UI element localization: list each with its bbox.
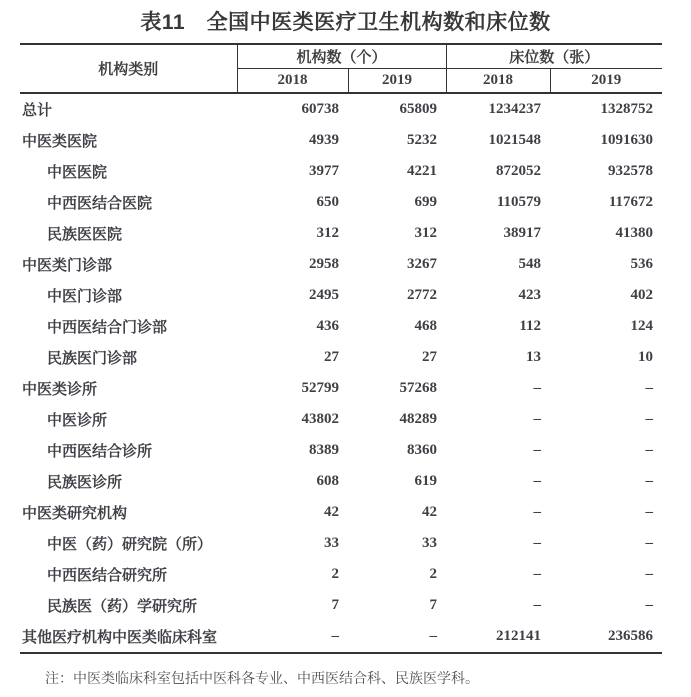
table-row xyxy=(20,590,662,621)
cell-value: 3977 xyxy=(309,163,339,179)
cell-value: 2772 xyxy=(407,287,438,303)
column-header-beds-2019: 2019 xyxy=(550,69,662,94)
cell-value: – xyxy=(533,597,542,613)
cell-value: 7 xyxy=(429,597,438,613)
cell-value: 932578 xyxy=(608,163,654,179)
column-group-institutions: 机构数（个） xyxy=(237,44,446,69)
row-label: 中医类门诊部 xyxy=(22,258,113,274)
row-label: 中西医结合门诊部 xyxy=(47,320,168,336)
cell-value: 468 xyxy=(414,318,438,334)
cell-value: – xyxy=(645,473,654,489)
table-row xyxy=(20,528,662,559)
cell-value: 33 xyxy=(422,535,438,551)
cell-value: 41380 xyxy=(615,225,654,241)
cell-value: 2 xyxy=(429,566,438,582)
row-label: 总计 xyxy=(22,103,53,119)
row-label: 中医门诊部 xyxy=(47,289,123,305)
row-label: 中医类医院 xyxy=(22,134,98,150)
cell-value: – xyxy=(533,504,542,520)
footnote: 注：中医类临床科室包括中医科各专业、中西医结合科、民族医学科。 xyxy=(45,672,479,687)
table-row xyxy=(20,311,662,342)
cell-value: 4939 xyxy=(309,132,339,148)
cell-value: – xyxy=(645,504,654,520)
cell-value: – xyxy=(645,442,654,458)
cell-value: 27 xyxy=(324,349,339,365)
table-row xyxy=(20,497,662,528)
row-label: 其他医疗机构中医类临床科室 xyxy=(20,621,237,653)
cell-value: 33 xyxy=(324,535,339,551)
cell-value: 27 xyxy=(422,349,438,365)
cell-value: – xyxy=(533,380,542,396)
column-header-institutions-2018: 2018 xyxy=(237,69,348,94)
cell-value: 43802 xyxy=(301,411,339,427)
cell-value: – xyxy=(645,566,654,582)
table-row xyxy=(20,621,662,653)
row-label: 中西医结合医院 xyxy=(47,196,153,212)
cell-value: 112 xyxy=(519,318,542,334)
column-header-beds-2018: 2018 xyxy=(446,69,550,94)
cell-value: – xyxy=(533,442,542,458)
cell-value: 650 xyxy=(316,194,339,210)
cell-value: 57268 xyxy=(399,380,438,396)
cell-value: 48289 xyxy=(399,411,438,427)
row-label: 中医医院 xyxy=(47,165,108,181)
table-row xyxy=(20,373,662,404)
cell-value: 38917 xyxy=(503,225,542,241)
table-row xyxy=(20,280,662,311)
cell-value: 1091630 xyxy=(600,132,654,148)
cell-value: – xyxy=(533,473,542,489)
cell-value: 42 xyxy=(422,504,438,520)
cell-value: 619 xyxy=(414,473,438,489)
cell-value: 548 xyxy=(518,256,542,272)
cell-value: 60738 xyxy=(301,101,339,117)
cell-value: 436 xyxy=(316,318,339,334)
cell-value: 1234237 xyxy=(488,101,542,117)
table-body xyxy=(20,93,662,653)
cell-value: – xyxy=(645,535,654,551)
table-row xyxy=(20,342,662,373)
table-row xyxy=(20,466,662,497)
cell-value: 65809 xyxy=(399,101,438,117)
table-row xyxy=(20,559,662,590)
row-label: 民族医诊所 xyxy=(47,475,123,491)
cell-value: 1328752 xyxy=(600,101,654,117)
cell-value: 2 xyxy=(331,566,339,582)
cell-value: – xyxy=(533,535,542,551)
row-label: 中医（药）研究院（所） xyxy=(47,537,213,553)
cell-value: – xyxy=(645,411,654,427)
table-row xyxy=(20,404,662,435)
cell-value: 8389 xyxy=(309,442,339,458)
cell-value: 1021548 xyxy=(488,132,542,148)
cell-value: 2958 xyxy=(309,256,339,272)
statistics-table xyxy=(20,43,662,654)
cell-value: 8360 xyxy=(407,442,438,458)
cell-value: 5232 xyxy=(407,132,438,148)
table-row xyxy=(20,249,662,280)
row-label: 民族医门诊部 xyxy=(47,351,138,367)
cell-value: – xyxy=(533,411,542,427)
page-title: 表11 全国中医类医疗卫生机构数和床位数 xyxy=(140,11,551,34)
table-header xyxy=(20,44,662,93)
column-header-institutions-2019: 2019 xyxy=(348,69,446,94)
cell-value: 52799 xyxy=(301,380,339,396)
cell-value: 608 xyxy=(316,473,339,489)
cell-value: 124 xyxy=(630,318,654,334)
table-row xyxy=(20,435,662,466)
cell-value: – xyxy=(348,621,446,653)
cell-value: 312 xyxy=(316,225,339,241)
cell-value: 872052 xyxy=(496,163,542,179)
cell-value: – xyxy=(533,566,542,582)
row-label: 民族医（药）学研究所 xyxy=(47,599,198,615)
cell-value: 10 xyxy=(638,349,654,365)
cell-value: 117672 xyxy=(608,194,654,210)
cell-value: 7 xyxy=(331,597,339,613)
row-label: 中医诊所 xyxy=(47,413,108,429)
table-row xyxy=(20,93,662,125)
column-header-category: 机构类别 xyxy=(20,44,237,93)
cell-value: 42 xyxy=(324,504,339,520)
cell-value: – xyxy=(645,597,654,613)
table-row xyxy=(20,187,662,218)
cell-value: 2495 xyxy=(309,287,339,303)
cell-value: 423 xyxy=(518,287,542,303)
cell-value: 13 xyxy=(526,349,542,365)
cell-value: 4221 xyxy=(407,163,438,179)
cell-value: 3267 xyxy=(407,256,438,272)
row-label: 中医类研究机构 xyxy=(22,506,128,522)
row-label: 中西医结合诊所 xyxy=(47,444,153,460)
cell-value: – xyxy=(237,621,348,653)
row-label: 中医类诊所 xyxy=(22,382,98,398)
cell-value: – xyxy=(645,380,654,396)
table-row xyxy=(20,218,662,249)
column-group-beds: 床位数（张） xyxy=(446,44,662,69)
row-label: 民族医医院 xyxy=(47,227,123,243)
cell-value: 110579 xyxy=(496,194,542,210)
cell-value: 212141 xyxy=(446,621,550,653)
table-row xyxy=(20,156,662,187)
cell-value: 236586 xyxy=(550,621,662,653)
cell-value: 312 xyxy=(414,225,438,241)
cell-value: 536 xyxy=(630,256,654,272)
row-label: 中西医结合研究所 xyxy=(47,568,168,584)
cell-value: 402 xyxy=(630,287,654,303)
cell-value: 699 xyxy=(414,194,438,210)
table-row xyxy=(20,125,662,156)
